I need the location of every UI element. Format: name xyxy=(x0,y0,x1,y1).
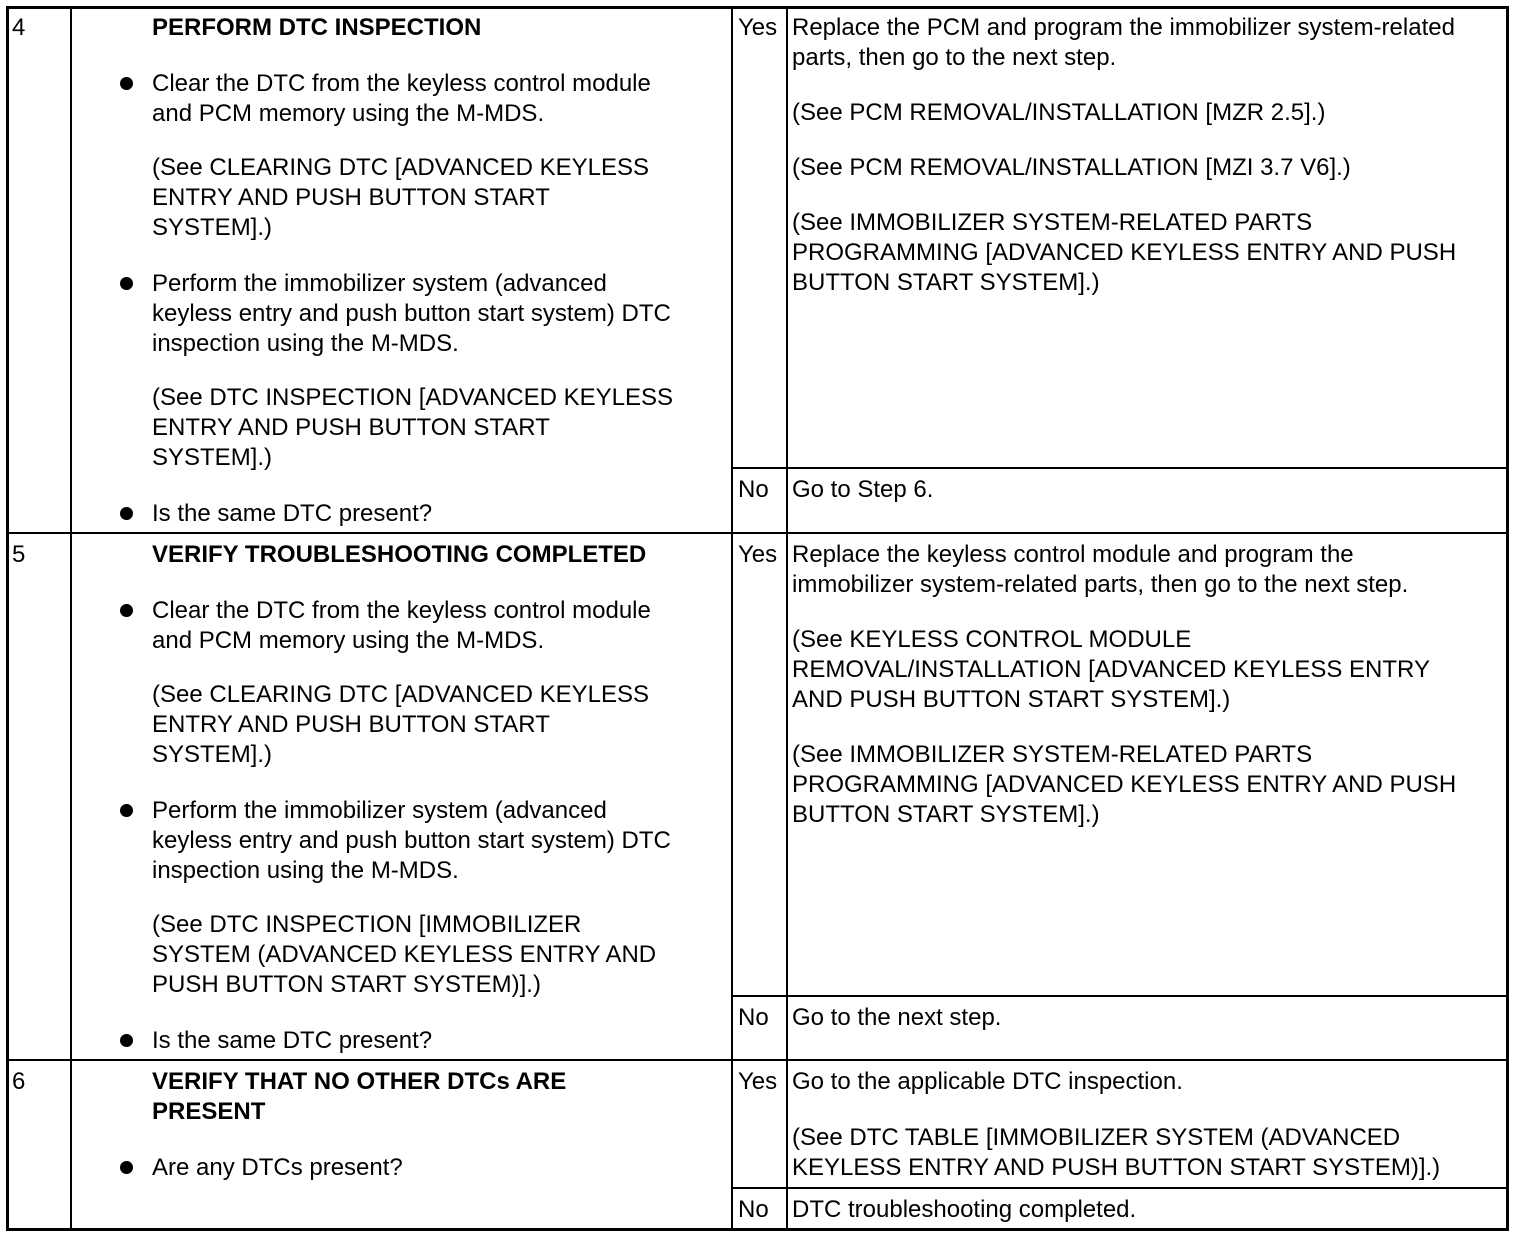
reference-line: ENTRY AND PUSH BUTTON START xyxy=(152,184,550,211)
question-line: Is the same DTC present? xyxy=(152,1027,433,1054)
bullet-icon xyxy=(120,1161,133,1174)
yes-reference-line: REMOVAL/INSTALLATION [ADVANCED KEYLESS ENTRY xyxy=(792,656,1430,683)
bullet-icon xyxy=(120,277,133,290)
result-column-divider xyxy=(786,6,788,1231)
reference-line: ENTRY AND PUSH BUTTON START xyxy=(152,711,550,738)
yes-no-divider-step-4 xyxy=(731,467,1509,469)
reference-line: (See CLEARING DTC [ADVANCED KEYLESS xyxy=(152,154,650,181)
instruction-line: and PCM memory using the M-MDS. xyxy=(152,100,545,127)
no-action-line: Go to the next step. xyxy=(792,1004,1002,1031)
reference-line: ENTRY AND PUSH BUTTON START xyxy=(152,414,550,441)
instruction-line: and PCM memory using the M-MDS. xyxy=(152,627,545,654)
yes-reference-line: KEYLESS ENTRY AND PUSH BUTTON START SYSTEM)].) xyxy=(792,1154,1441,1181)
bullet-icon xyxy=(120,507,133,520)
yes-action-line: immobilizer system-related parts, then go to the next step. xyxy=(792,571,1409,598)
row-divider-5-6 xyxy=(6,1059,1509,1061)
step-number: 5 xyxy=(12,541,26,568)
step-title: VERIFY THAT NO OTHER DTCs ARE xyxy=(152,1068,567,1095)
yes-no-divider-step-5 xyxy=(731,995,1509,997)
question-line: Is the same DTC present? xyxy=(152,500,433,527)
yes-reference-line: (See IMMOBILIZER SYSTEM-RELATED PARTS xyxy=(792,209,1313,236)
step-number: 4 xyxy=(12,14,26,41)
yes-action-line: parts, then go to the next step. xyxy=(792,44,1117,71)
yes-reference-line: (See IMMOBILIZER SYSTEM-RELATED PARTS xyxy=(792,741,1313,768)
instruction-line: inspection using the M-MDS. xyxy=(152,857,459,884)
reference-line: (See DTC INSPECTION [ADVANCED KEYLESS xyxy=(152,384,674,411)
yes-label: Yes xyxy=(738,541,778,568)
yes-label: Yes xyxy=(738,1068,778,1095)
yes-label: Yes xyxy=(738,14,778,41)
instruction-line: inspection using the M-MDS. xyxy=(152,330,459,357)
step-title: PRESENT xyxy=(152,1098,266,1125)
yes-reference-line: (See PCM REMOVAL/INSTALLATION [MZR 2.5].) xyxy=(792,99,1326,126)
no-action-line: DTC troubleshooting completed. xyxy=(792,1196,1137,1223)
reference-line: SYSTEM].) xyxy=(152,444,273,471)
bullet-icon xyxy=(120,1034,133,1047)
instruction-line: Clear the DTC from the keyless control module xyxy=(152,70,651,97)
yes-action-line: Replace the PCM and program the immobilizer system-related xyxy=(792,14,1455,41)
no-label: No xyxy=(738,1196,769,1223)
step-column-divider xyxy=(70,6,72,1231)
yes-reference-line: (See DTC TABLE [IMMOBILIZER SYSTEM (ADVANCED xyxy=(792,1124,1401,1151)
bullet-icon xyxy=(120,804,133,817)
yes-no-divider-step-6 xyxy=(731,1187,1509,1189)
no-label: No xyxy=(738,1004,769,1031)
yes-action-line: Go to the applicable DTC inspection. xyxy=(792,1068,1183,1095)
bullet-icon xyxy=(120,77,133,90)
table-border-top xyxy=(6,6,1509,9)
instruction-line: Perform the immobilizer system (advanced xyxy=(152,270,607,297)
reference-line: PUSH BUTTON START SYSTEM)].) xyxy=(152,971,541,998)
reference-line: (See DTC INSPECTION [IMMOBILIZER xyxy=(152,911,582,938)
step-number: 6 xyxy=(12,1068,26,1095)
question-line: Are any DTCs present? xyxy=(152,1154,403,1181)
yes-reference-line: BUTTON START SYSTEM].) xyxy=(792,269,1100,296)
bullet-icon xyxy=(120,604,133,617)
reference-line: (See CLEARING DTC [ADVANCED KEYLESS xyxy=(152,681,650,708)
step-title: PERFORM DTC INSPECTION xyxy=(152,14,482,41)
yes-reference-line: AND PUSH BUTTON START SYSTEM].) xyxy=(792,686,1231,713)
yes-reference-line: BUTTON START SYSTEM].) xyxy=(792,801,1100,828)
yes-reference-line: PROGRAMMING [ADVANCED KEYLESS ENTRY AND PUSH xyxy=(792,771,1457,798)
yes-reference-line: (See PCM REMOVAL/INSTALLATION [MZI 3.7 V6].) xyxy=(792,154,1351,181)
yes-action-line: Replace the keyless control module and program the xyxy=(792,541,1354,568)
table-border-bottom xyxy=(6,1228,1509,1231)
step-title: VERIFY TROUBLESHOOTING COMPLETED xyxy=(152,541,647,568)
instruction-line: Clear the DTC from the keyless control module xyxy=(152,597,651,624)
reference-line: SYSTEM (ADVANCED KEYLESS ENTRY AND xyxy=(152,941,657,968)
reference-line: SYSTEM].) xyxy=(152,214,273,241)
table-border-left xyxy=(6,6,9,1231)
yes-reference-line: PROGRAMMING [ADVANCED KEYLESS ENTRY AND PUSH xyxy=(792,239,1457,266)
row-divider-4-5 xyxy=(6,532,1509,534)
instruction-line: keyless entry and push button start system) DTC xyxy=(152,300,671,327)
reference-line: SYSTEM].) xyxy=(152,741,273,768)
no-action-line: Go to Step 6. xyxy=(792,476,934,503)
table-border-right xyxy=(1506,6,1509,1231)
no-label: No xyxy=(738,476,769,503)
yes-reference-line: (See KEYLESS CONTROL MODULE xyxy=(792,626,1192,653)
instruction-line: keyless entry and push button start system) DTC xyxy=(152,827,671,854)
instruction-line: Perform the immobilizer system (advanced xyxy=(152,797,607,824)
action-column-divider xyxy=(731,6,733,1231)
